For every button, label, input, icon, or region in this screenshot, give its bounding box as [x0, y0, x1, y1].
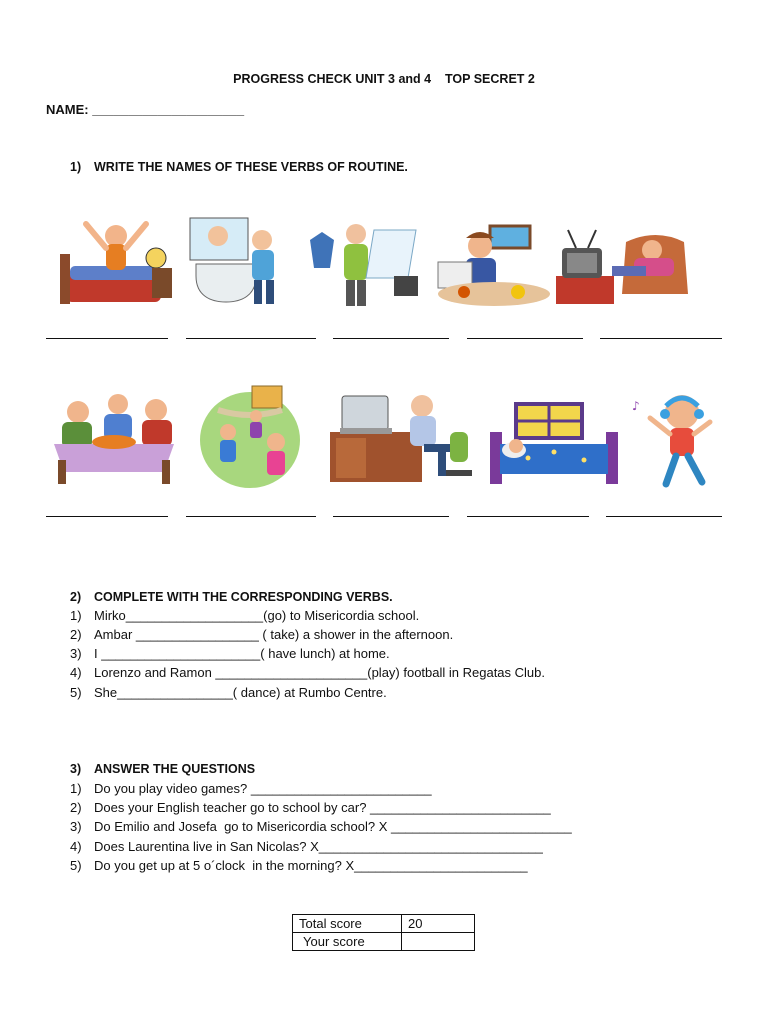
- total-score-value: 20: [402, 915, 475, 933]
- get-dressed-icon: [304, 220, 424, 310]
- have-breakfast-icon: [434, 224, 552, 308]
- section-2-heading: 2) COMPLETE WITH THE CORRESPONDING VERBS.: [70, 590, 393, 604]
- name-field[interactable]: NAME: _____________________: [46, 102, 245, 117]
- section-3-heading: 3) ANSWER THE QUESTIONS: [70, 762, 256, 776]
- watch-tv-icon: [552, 222, 692, 308]
- answer-blank[interactable]: [46, 516, 168, 517]
- list-item[interactable]: 1) Do you play video games? _________________________: [70, 781, 432, 796]
- your-score-label: Your score: [293, 933, 402, 951]
- your-score-value[interactable]: [402, 933, 475, 951]
- row-1-answer-blanks: [46, 338, 722, 339]
- go-to-bed-icon: [488, 402, 620, 486]
- score-table: [292, 914, 475, 951]
- row-2-answer-blanks: [46, 516, 722, 517]
- list-item[interactable]: 2) Does your English teacher go to school by car? _________________________: [70, 800, 551, 815]
- list-item[interactable]: 4) Does Laurentina live in San Nicolas? X_______________________________: [70, 839, 543, 854]
- page-title: [0, 72, 768, 86]
- table-row: [293, 933, 475, 951]
- subtitle-text: TOP SECRET 2: [445, 72, 535, 86]
- answer-blank[interactable]: [333, 516, 449, 517]
- table-row: [293, 915, 475, 933]
- section-1-heading: 1) WRITE THE NAMES OF THESE VERBS OF ROUTINE.: [70, 160, 408, 174]
- list-item[interactable]: 4) Lorenzo and Ramon _____________________(play) football in Regatas Club.: [70, 665, 546, 680]
- svg-text:♪: ♪: [632, 399, 640, 413]
- answer-blank[interactable]: [333, 338, 449, 339]
- listen-music-icon: [626, 388, 722, 490]
- work-computer-icon: [326, 386, 478, 486]
- title-text: PROGRESS CHECK UNIT 3 and 4: [233, 72, 432, 86]
- answer-blank[interactable]: [600, 338, 722, 339]
- list-item[interactable]: 2) Ambar _________________ ( take) a shower in the afternoon.: [70, 627, 454, 642]
- brush-teeth-icon: [188, 216, 288, 308]
- list-item[interactable]: 5) She________________( dance) at Rumbo Centre.: [70, 685, 387, 700]
- have-dinner-icon: [44, 390, 184, 486]
- get-up-icon: [56, 214, 181, 308]
- answer-blank[interactable]: [467, 516, 589, 517]
- answer-blank[interactable]: [467, 338, 583, 339]
- list-item[interactable]: 3) Do Emilio and Josefa go to Misericordia school? X _________________________: [70, 819, 572, 834]
- go-to-school-icon: [198, 380, 304, 490]
- list-item[interactable]: 1) Mirko___________________(go) to Misericordia school.: [70, 608, 420, 623]
- total-score-label: Total score: [293, 915, 402, 933]
- answer-blank[interactable]: [186, 516, 316, 517]
- answer-blank[interactable]: [46, 338, 168, 339]
- answer-blank[interactable]: [186, 338, 316, 339]
- list-item[interactable]: 5) Do you get up at 5 o´clock in the morning? X________________________: [70, 858, 528, 873]
- answer-blank[interactable]: [606, 516, 722, 517]
- list-item[interactable]: 3) I ______________________( have lunch) at home.: [70, 646, 390, 661]
